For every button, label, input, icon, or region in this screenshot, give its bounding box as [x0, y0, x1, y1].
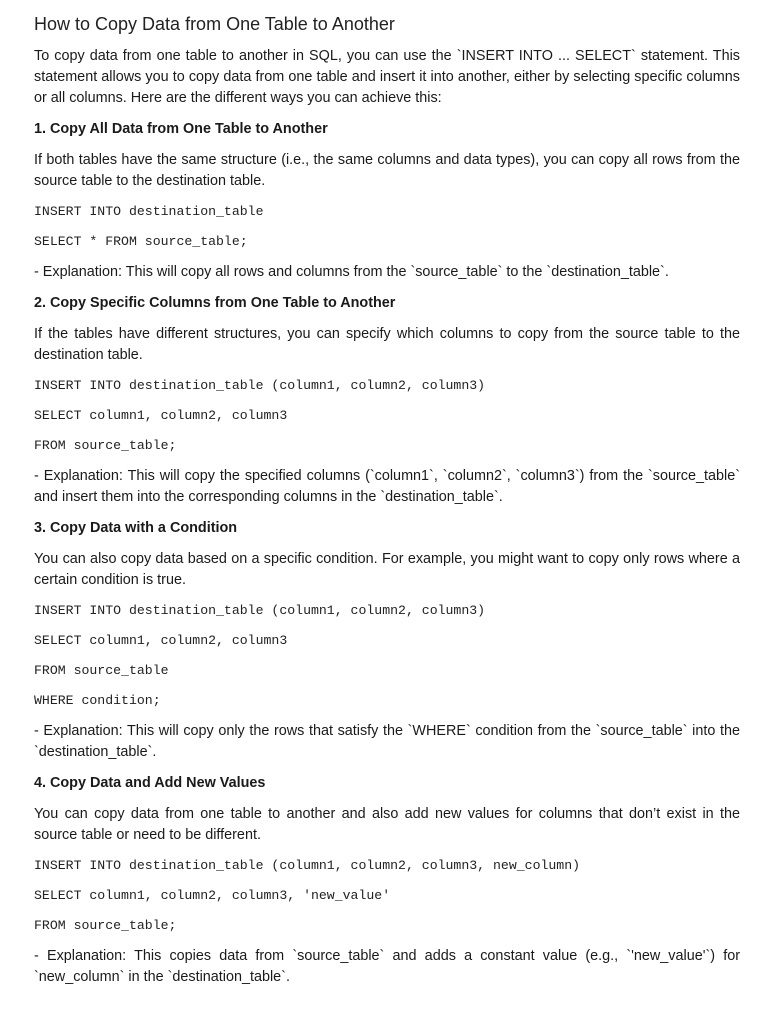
section-heading: 1. Copy All Data from One Table to Another	[34, 121, 328, 137]
code-line: SELECT column1, column2, column3	[34, 408, 288, 423]
code-line: INSERT INTO destination_table	[34, 204, 264, 219]
code-line: FROM source_table;	[34, 918, 177, 933]
code-line: INSERT INTO destination_table (column1, column2, column3)	[34, 378, 486, 393]
section-heading: 2. Copy Specific Columns from One Table to Another	[34, 295, 396, 311]
code-line: SELECT * FROM source_table;	[34, 234, 248, 249]
code-line: INSERT INTO destination_table (column1, column2, column3)	[34, 603, 486, 618]
code-line: FROM source_table;	[34, 438, 177, 453]
intro-paragraph: To copy data from one table to another in SQL, you can use the `INSERT INTO ... SELECT` statement. This statement allows you to copy data from one table and insert it into another, either by selecting specific columns or all columns. Here are the different ways you can achieve this:	[34, 48, 740, 106]
section-description: You can also copy data based on a specific condition. For example, you might want to copy only rows where a certain condition is true.	[34, 551, 740, 588]
section-heading: 4. Copy Data and Add New Values	[34, 775, 266, 791]
code-line: FROM source_table	[34, 663, 169, 678]
code-line: WHERE condition;	[34, 693, 161, 708]
section-description: If the tables have different structures, you can specify which columns to copy from the source table to the destination table.	[34, 326, 740, 363]
section-explanation: - Explanation: This will copy all rows and columns from the `source_table` to the `destination_table`.	[34, 264, 669, 280]
code-line: INSERT INTO destination_table (column1, column2, column3, new_column)	[34, 858, 581, 873]
code-line: SELECT column1, column2, column3, 'new_value'	[34, 888, 391, 903]
section-explanation: - Explanation: This copies data from `source_table` and adds a constant value (e.g., `'new_value'`) for `new_column` in the `destination_table`.	[34, 948, 740, 985]
page-title: How to Copy Data from One Table to Another	[34, 14, 395, 34]
section-description: If both tables have the same structure (i.e., the same columns and data types), you can copy all rows from the source table to the destination table.	[34, 152, 740, 189]
section-explanation: - Explanation: This will copy only the rows that satisfy the `WHERE` condition from the `source_table` into the `destination_table`.	[34, 723, 740, 760]
section-explanation: - Explanation: This will copy the specified columns (`column1`, `column2`, `column3`) from the `source_table` and insert them into the corresponding columns in the `destination_table`.	[34, 468, 740, 505]
code-line: SELECT column1, column2, column3	[34, 633, 288, 648]
section-description: You can copy data from one table to another and also add new values for columns that don’t exist in the source table or need to be different.	[34, 806, 740, 843]
section-heading: 3. Copy Data with a Condition	[34, 520, 238, 536]
